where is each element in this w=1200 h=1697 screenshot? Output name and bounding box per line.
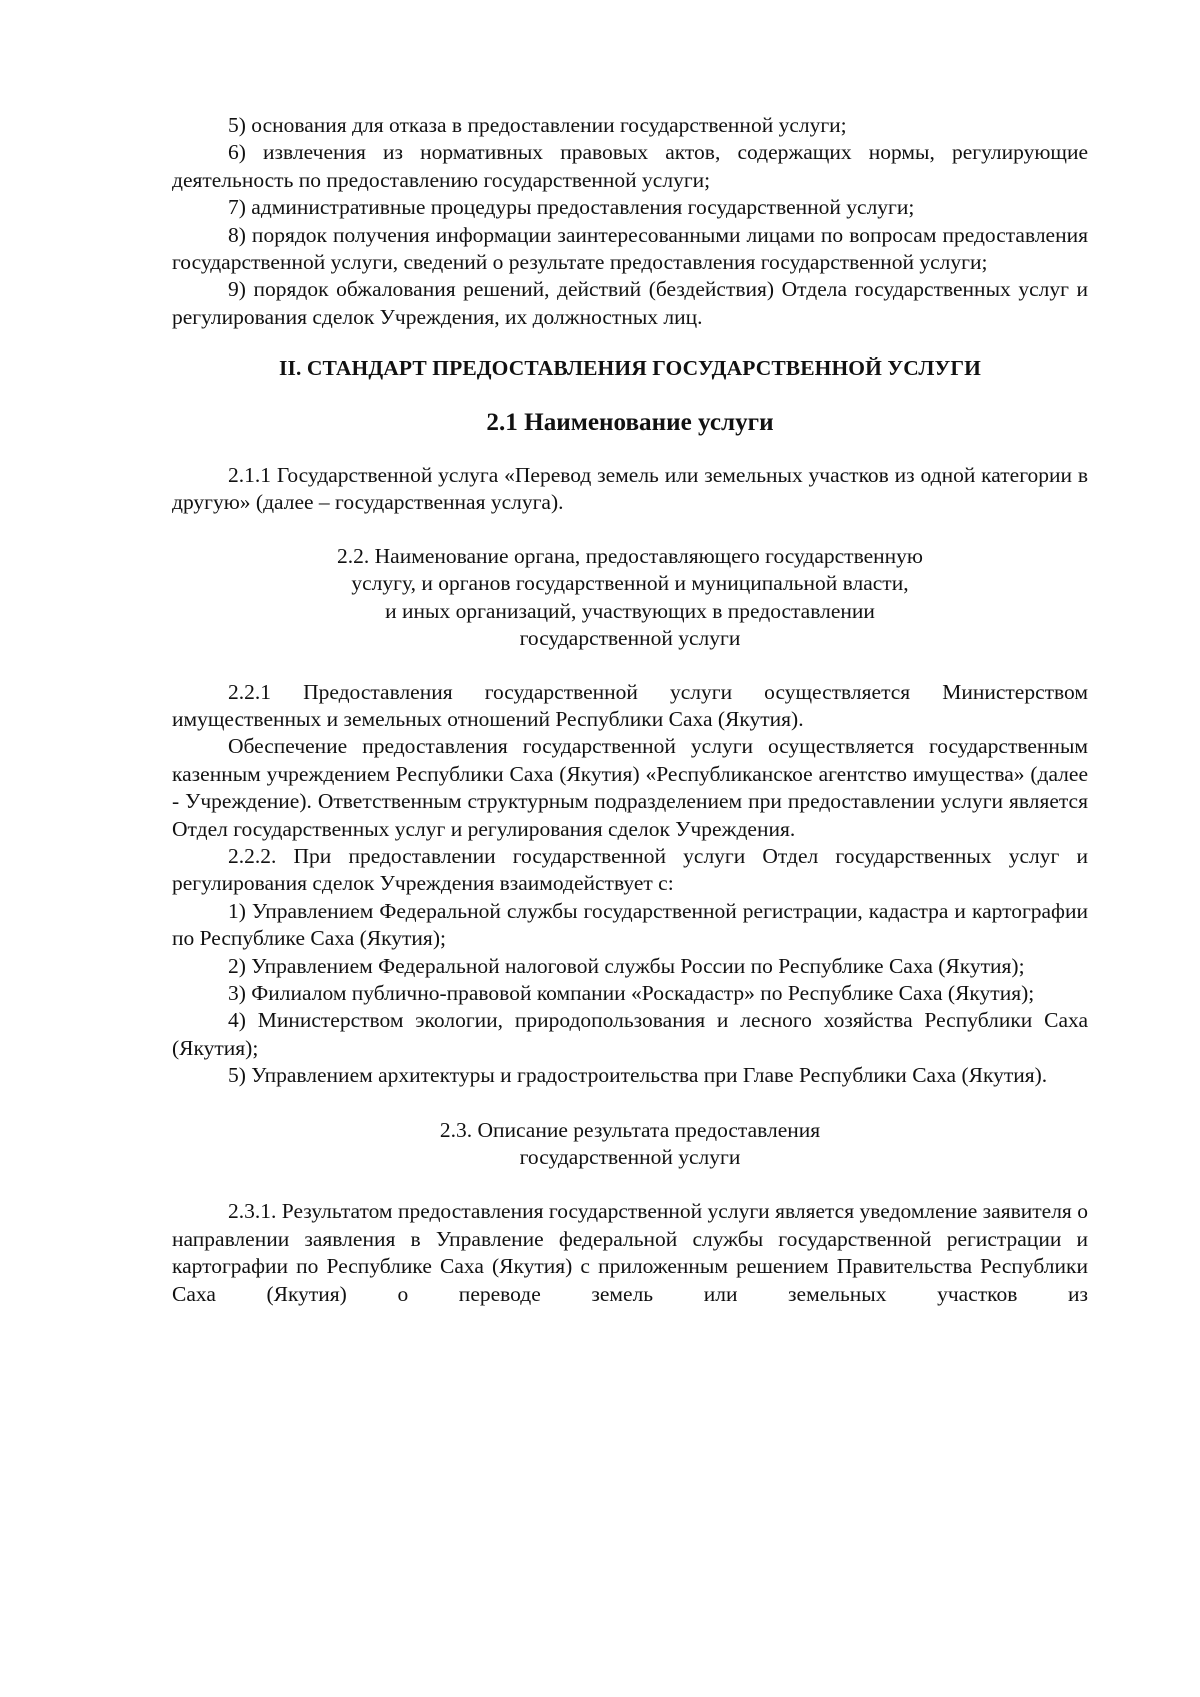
subsection-title-line: 2.3. Описание результата предоставления [439,1117,821,1142]
subsection-title-line: государственной услуги [519,626,741,651]
subsection-title-line: государственной услуги [519,1145,741,1169]
subsection-title-2-3 [172,1117,1088,1172]
subsection-title-2-1: 2.1 Наименование услуги [486,408,774,436]
list-item: 8) порядок получения информации заинтересованными лицами по вопросам предоставления государственной услуги, сведений о результате предоставления государственной услуги; [172,222,1088,275]
list-item: 7) административные процедуры предоставления государственной услуги; [228,195,915,220]
paragraph-2-1-1: 2.1.1 Государственной услуга «Перевод земель или земельных участков из одной категории в другую» (далее – государственная услуга). [172,463,1088,515]
list-item: 4) Министерством экологии, природопользования и лесного хозяйства Республики Саха (Якутия); [172,1008,1088,1060]
list-item: 2) Управлением Федеральной налоговой службы России по Республике Саха (Якутия); [228,953,1025,978]
list-item: 5) основания для отказа в предоставлении государственной услуги; [228,113,847,137]
paragraph-2-3-1: 2.3.1. Результатом предоставления государственной услуги является уведомление заявителя о направлении заявления в Управление федеральной службы государственной регистрации и картографии по Республике Саха (Якутия) с приложенным решением Правительства Республики Саха (Якутия) о переводе земель или земельных участков из [172,1199,1088,1306]
subsection-title-line: 2.2. Наименование органа, предоставляющего государственную [337,543,923,568]
list-item: 3) Филиалом публично-правовой компании «Роскадастр» по Республике Саха (Якутия); [228,980,1035,1005]
section-title: II. СТАНДАРТ ПРЕДОСТАВЛЕНИЯ ГОСУДАРСТВЕННОЙ УСЛУГИ [279,356,981,381]
paragraph-provision: Обеспечение предоставления государственной услуги осуществляется государственным казенным учреждением Республики Саха (Якутия) «Республиканское агентство имущества» (далее - Учреждение). Ответственным структурным подразделением при предоставлении услуги является Отдел государственных услуг и регулирования сделок Учреждения. [172,734,1088,841]
paragraph-2-2-2: 2.2.2. При предоставлении государственной услуги Отдел государственных услуг и регулирования сделок Учреждения взаимодействует с: [172,843,1088,896]
subsection-title-2-2 [172,543,1088,653]
subsection-title-line: и иных организаций, участвующих в предоставлении [385,598,875,623]
list-item: 9) порядок обжалования решений, действий (бездействия) Отдела государственных услуг и регулирования сделок Учреждения, их должностных лиц. [172,277,1088,329]
list-item: 5) Управлением архитектуры и градостроительства при Главе Республики Саха (Якутия). [228,1063,1048,1088]
subsection-title-line: услугу, и органов государственной и муниципальной власти, [351,571,909,596]
list-item: 1) Управлением Федеральной службы государственной регистрации, кадастра и картографии по Республике Саха (Якутия); [172,898,1088,951]
paragraph-2-2-1: 2.2.1 Предоставления государственной услуги осуществляется Министерством имущественных и земельных отношений Республики Саха (Якутия). [172,679,1088,731]
list-item: 6) извлечения из нормативных правовых актов, содержащих нормы, регулирующие деятельность по предоставлению государственной услуги; [172,140,1088,192]
